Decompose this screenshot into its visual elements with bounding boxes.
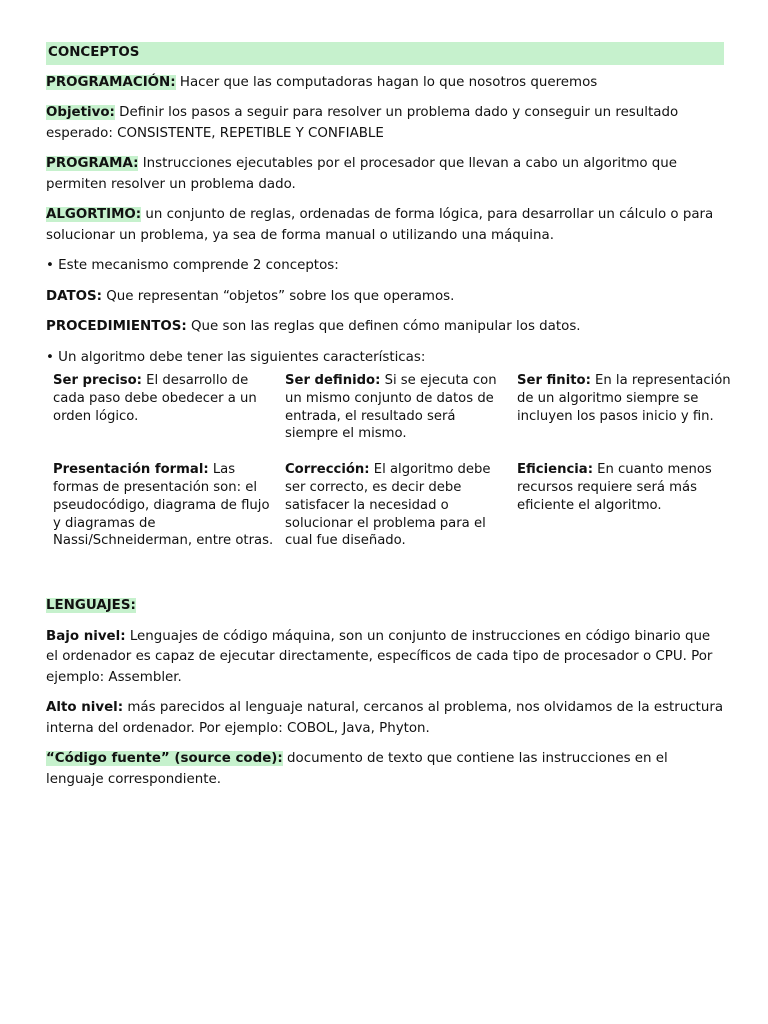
text-bajo-nivel: Lenguajes de código máquina, son un conjunto de instrucciones en código binario que el ordenador es capaz de ejecutar directamente, específicos de cada tipo de procesador o CPU. Por ejemplo: Assembler. — [46, 628, 713, 685]
term-codigo-fuente: “Código fuente” (source code): — [46, 751, 283, 767]
text-objetivo: Definir los pasos a seguir para resolver un problema dado y conseguir un resultado esperado: CONSISTENTE, REPETIBLE Y CONFIABLE — [46, 105, 679, 141]
term-programacion: PROGRAMACIÓN: — [46, 74, 176, 90]
term-bajo-nivel: Bajo nivel: — [46, 628, 126, 644]
caracteristica-term: Presentación formal: — [53, 462, 209, 478]
caracteristica-correccion — [285, 461, 507, 550]
caracteristica-term: Ser finito: — [517, 373, 591, 388]
document-content — [46, 42, 731, 800]
text-codigo-fuente: documento de texto que contiene las instrucciones en el lenguaje correspondiente. — [46, 751, 668, 787]
caracteristica-text: En cuanto menos recursos requiere será más eficiente el algoritmo. — [517, 462, 712, 513]
term-objetivo: Objetivo: — [46, 105, 115, 120]
def-procedimientos — [46, 317, 724, 338]
def-objetivo — [46, 103, 724, 144]
caracteristica-presentacion-formal — [53, 461, 275, 550]
bullet-mecanismo: • Este mecanismo comprende 2 conceptos: — [46, 258, 339, 273]
caracteristica-term: Corrección: — [285, 462, 370, 478]
caracteristica-text: Las formas de presentación son: el pseudocódigo, diagrama de flujo y diagramas de Nassi/Schneiderman, entre otras. — [53, 462, 274, 549]
text-programacion: Hacer que las computadoras hagan lo que nosotros queremos — [175, 74, 598, 90]
def-programacion — [46, 73, 724, 94]
def-codigo-fuente — [46, 749, 724, 790]
text-datos: Que representan “objetos” sobre los que operamos. — [101, 288, 455, 304]
caracteristica-text: Si se ejecuta con un mismo conjunto de datos de entrada, el resultado será siempre el mismo. — [285, 373, 497, 442]
term-alto-nivel: Alto nivel: — [46, 700, 124, 716]
caracteristica-ser-preciso — [53, 372, 275, 443]
term-programa: PROGRAMA: — [46, 156, 139, 171]
caracteristica-term: Eficiencia: — [517, 462, 593, 478]
caracteristica-eficiencia — [517, 461, 739, 550]
def-alto-nivel — [46, 698, 724, 739]
def-programa — [46, 154, 724, 195]
bullet-caracteristicas: • Un algoritmo debe tener las siguientes características: — [46, 349, 426, 365]
def-algortimo — [46, 205, 724, 246]
caracteristica-term: Ser definido: — [285, 373, 381, 388]
term-procedimientos: PROCEDIMIENTOS: — [46, 319, 187, 334]
caracteristica-term: Ser preciso: — [53, 373, 142, 388]
text-alto-nivel: más parecidos al lenguaje natural, cercanos al problema, nos olvidamos de la estructura interna del ordenador. Por ejemplo: COBOL, Java, Phyton. — [46, 700, 724, 736]
caracteristica-ser-finito — [517, 372, 739, 443]
def-datos — [46, 287, 724, 308]
text-algortimo: un conjunto de reglas, ordenadas de forma lógica, para desarrollar un cálculo o para solucionar un problema, ya sea de forma manual o utilizando una máquina. — [46, 207, 714, 243]
lenguajes-title: LENGUAJES: — [46, 598, 136, 614]
section-header-lenguajes — [46, 596, 724, 617]
term-algortimo: ALGORTIMO: — [46, 207, 142, 222]
section-spacer — [46, 568, 724, 596]
term-datos: DATOS: — [46, 288, 102, 304]
section-header-conceptos: CONCEPTOS — [46, 42, 724, 65]
caracteristica-ser-definido — [285, 372, 507, 443]
caracteristica-text: El algoritmo debe ser correcto, es decir debe satisfacer la necesidad o solucionar el problema para el cual fue diseñado. — [285, 462, 491, 549]
caracteristica-text: El desarrollo de cada paso debe obedecer a un orden lógico. — [53, 373, 257, 424]
caracteristicas-grid — [53, 372, 731, 568]
caracteristica-text: En la representación de un algoritmo siempre se incluyen los pasos inicio y fin. — [517, 373, 731, 424]
text-procedimientos: Que son las reglas que definen cómo manipular los datos. — [186, 319, 581, 334]
def-bajo-nivel — [46, 627, 724, 689]
text-programa: Instrucciones ejecutables por el procesador que llevan a cabo un algoritmo que permiten resolver un problema dado. — [46, 156, 678, 192]
